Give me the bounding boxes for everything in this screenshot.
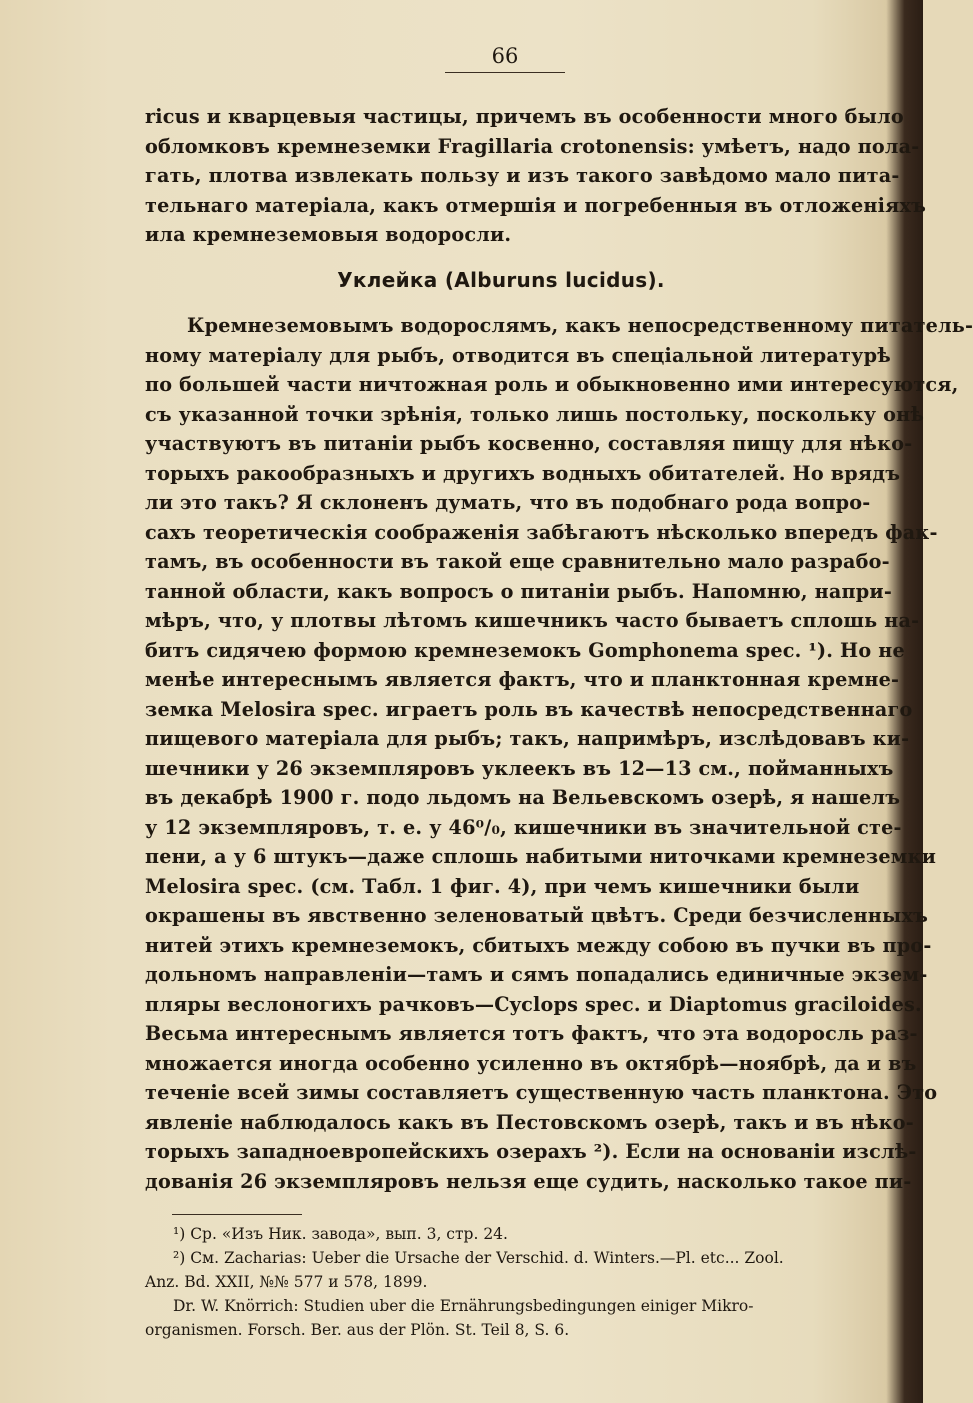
text-line: Melosira spec. (см. Табл. 1 фиг. 4), при чемъ кишечники были <box>145 874 860 898</box>
text-line: танной области, какъ вопросъ о питаніи рыбъ. Напомню, напри- <box>145 579 892 603</box>
text-line: дованія 26 экземпляровъ нельзя еще судить, насколько такое пи- <box>145 1169 912 1193</box>
footnote-line: organismen. Forsch. Ber. aus der Plön. St. Teil 8, S. 6. <box>145 1321 570 1339</box>
text-line: дольномъ направленіи—тамъ и сямъ попадались единичные экзем- <box>145 963 928 986</box>
footnote-line: Anz. Bd. XXII, №№ 577 и 578, 1899. <box>145 1273 428 1291</box>
text-line: торыхъ западноевропейскихъ озерахъ ²). Если на основаніи изслѣ- <box>145 1140 917 1163</box>
text-line: гать, плотва извлекать пользу и изъ такого завѣдомо мало пита- <box>145 164 900 187</box>
text-line: въ декабрѣ 1900 г. подо льдомъ на Вельевскомъ озерѣ, я нашелъ <box>145 786 901 809</box>
text-line: сахъ теоретическія соображенія забѣгаютъ нѣсколько впередъ фак- <box>145 520 938 544</box>
text-line: ила кремнеземовыя водоросли. <box>145 223 512 246</box>
section-heading: Уклейка (Alburuns lucidus). <box>337 268 665 292</box>
text-line: окрашены въ явственно зеленоватый цвѣтъ. Среди безчисленныхъ <box>145 904 929 927</box>
text-line: пени, а у 6 штукъ—даже сплошь набитыми ниточками кремнеземки <box>145 845 937 868</box>
text-line: теченіе всей зимы составляетъ существенную часть планктона. Это <box>145 1081 938 1104</box>
footnote-rule <box>172 1214 302 1215</box>
text-line: по большей части ничтожная роль и обыкновенно ими интересуются, <box>145 373 959 396</box>
text-line: менѣе интереснымъ является фактъ, что и планктонная кремне- <box>145 668 900 691</box>
page-number-rule <box>445 72 565 73</box>
text-line: обломковъ кремнеземки Fragillaria crotonensis: умѣетъ, надо пола- <box>145 134 920 158</box>
text-line: тамъ, въ особенности въ такой еще сравнительно мало разрабо- <box>145 550 890 573</box>
text-line: ricus и кварцевыя частицы, причемъ въ особенности много было <box>145 105 904 128</box>
text-line: мѣръ, что, у плотвы лѣтомъ кишечникъ часто бываетъ сплошь на- <box>145 609 920 632</box>
page-number: 66 <box>491 44 519 68</box>
text-line: у 12 экземпляровъ, т. е. у 46⁰/₀, кишечники въ значительной сте- <box>145 815 902 839</box>
text-line: земка Melosira spec. играетъ роль въ качествѣ непосредственнаго <box>145 697 913 721</box>
text-line: ли это такъ? Я склоненъ думать, что въ подобнаго рода вопро- <box>145 491 871 514</box>
text-line: явленіе наблюдалось какъ въ Пестовскомъ озерѣ, такъ и въ нѣко- <box>145 1110 914 1134</box>
text-line: Весьма интереснымъ является тотъ фактъ, что эта водоросль раз- <box>145 1022 918 1045</box>
text-line: пищевого матеріала для рыбъ; такъ, напримѣръ, изслѣдовавъ ки- <box>145 727 910 750</box>
text-line: торыхъ ракообразныхъ и другихъ водныхъ обитателей. Но врядъ <box>145 461 901 485</box>
text-line: съ указанной точки зрѣнія, только лишь постольку, поскольку онѣ <box>145 402 925 426</box>
text-line: Кремнеземовымъ водорослямъ, какъ непосредственному питатель- <box>187 314 973 337</box>
text-line: участвуютъ въ питаніи рыбъ косвенно, составляя пищу для нѣко- <box>145 432 913 455</box>
intro-paragraph <box>145 102 927 250</box>
footnote-line: ²) См. Zacharias: Ueber die Ursache der Verschid. d. Winters.—Pl. etc... Zool. <box>173 1249 784 1267</box>
text-line: тельнаго матеріала, какъ отмершія и погребенныя въ отложеніяхъ <box>145 193 927 217</box>
footnotes <box>145 1222 857 1342</box>
text-line: множается иногда особенно усиленно въ октябрѣ—ноябрѣ, да и въ <box>145 1051 917 1075</box>
text-line: нитей этихъ кремнеземокъ, сбитыхъ между собою въ пучки въ про- <box>145 933 932 957</box>
text-line: шечники у 26 экземпляровъ уклеекъ въ 12—13 см., пойманныхъ <box>145 756 894 780</box>
text-line: битъ сидячею формою кремнеземокъ Gomphonema spec. ¹). Но не <box>145 638 905 662</box>
text-line: пляры веслоногихъ рачковъ—Cyclops spec. и Diaptomus gracilоides. <box>145 992 922 1016</box>
footnote-line: ¹) Ср. «Изъ Ник. завода», вып. 3, стр. 24. <box>173 1225 508 1243</box>
body-paragraph <box>145 311 973 1196</box>
footnote-line: Dr. W. Knörrich: Studien uber die Ernährungsbedingungen einiger Mikro- <box>173 1297 754 1315</box>
text-line: ному матеріалу для рыбъ, отводится въ спеціальной литературѣ <box>145 343 891 367</box>
